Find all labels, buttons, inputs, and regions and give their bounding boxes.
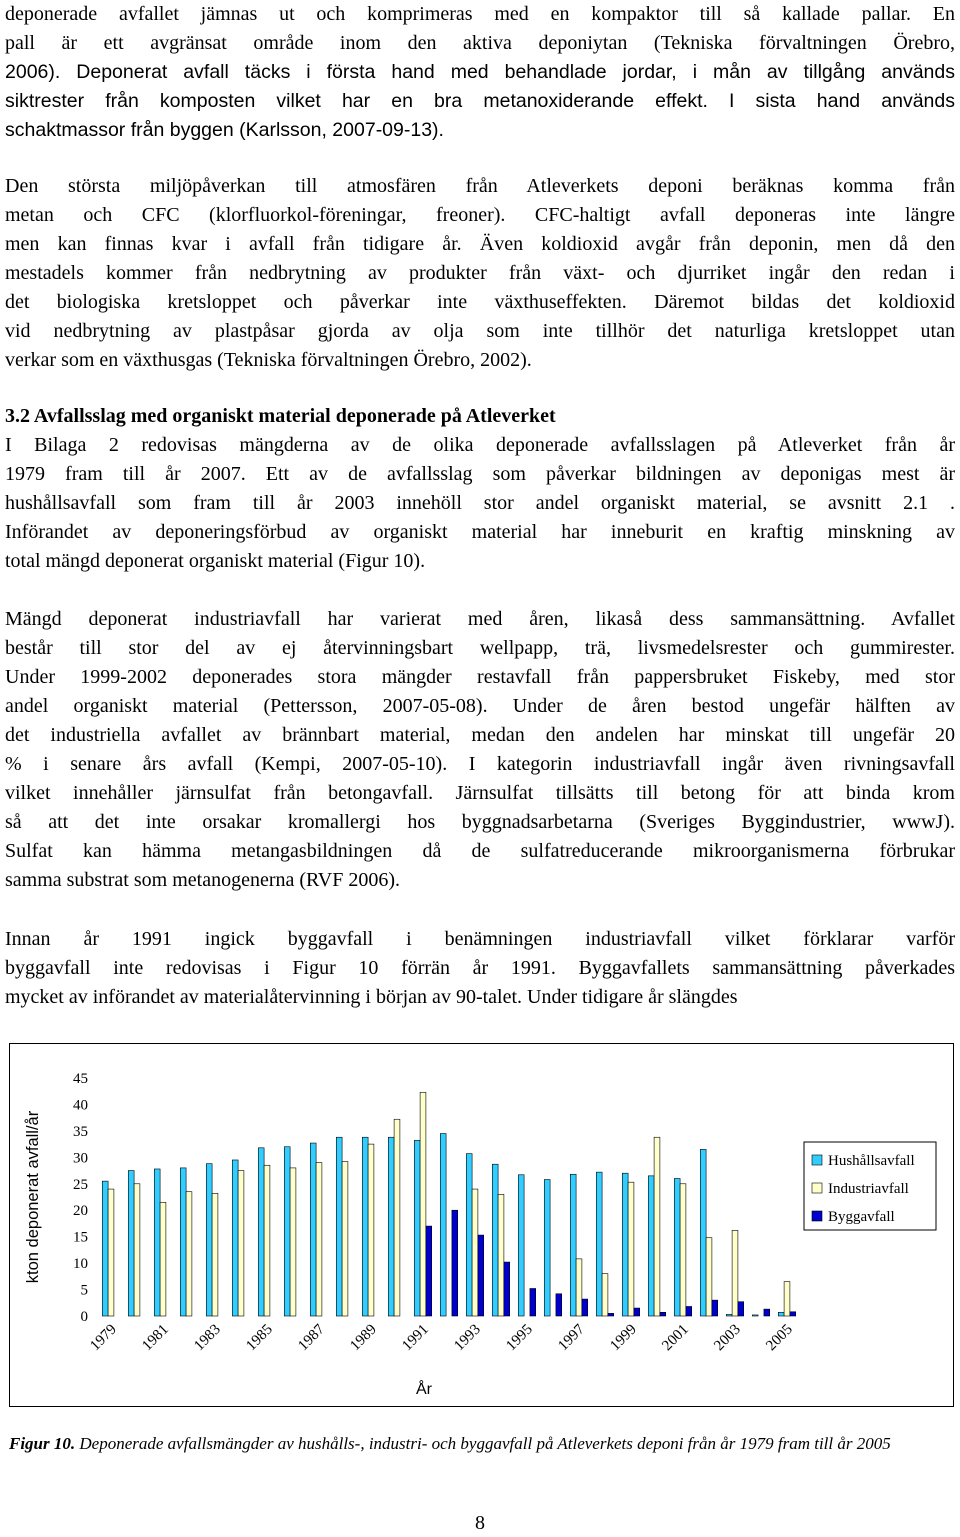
bar-byggavfall-1995 [530, 1288, 536, 1316]
bar-industriavfall-1986 [290, 1168, 296, 1316]
bar-byggavfall-1997 [582, 1299, 588, 1316]
text-line: mestadels kommer från nedbrytning av produkter från växt- och djurriket ingår den redan i [5, 262, 955, 284]
x-tick-label: 2005 [763, 1321, 796, 1355]
text-line: mycket av införandet av materialåtervinning i början av 90-talet. Under tidigare år slängdes [5, 986, 738, 1008]
x-tick-label: 1981 [139, 1321, 172, 1355]
x-tick-label: 1997 [555, 1321, 588, 1355]
x-tick-label: 2003 [711, 1321, 744, 1355]
paragraph-byggavfall [5, 925, 955, 1012]
text-line: pall är ett avgränsat område inom den aktiva deponiytan (Tekniska förvaltningen Örebro, [5, 32, 955, 54]
bar-byggavfall-2005 [790, 1312, 796, 1316]
text-line: består till stor del av ej återvinningsbart wellpapp, trä, livsmedelsrester och gummirester. [5, 637, 955, 659]
x-axis-label: År [416, 1381, 432, 1398]
text-line: så att det inte orsakar kromallergi hos byggnadsarbetarna (Sveriges Byggindustrier, wwwJ). [5, 811, 955, 833]
bar-industriavfall-1988 [342, 1162, 348, 1316]
bar-industriavfall-1982 [186, 1192, 192, 1316]
bar-industriavfall-1985 [264, 1165, 270, 1316]
bar-hushållsavfall-2001 [674, 1178, 680, 1316]
bar-byggavfall-1998 [608, 1313, 614, 1316]
y-tick-label: 5 [80, 1282, 88, 1299]
x-tick-label: 1985 [243, 1321, 276, 1355]
text-line: deponerade avfallet jämnas ut och komprimeras med en kompaktor till så kallade pallar. En [5, 3, 955, 25]
x-tick-label: 1987 [295, 1321, 328, 1355]
bar-hushållsavfall-2002 [700, 1149, 706, 1316]
y-tick-label: 45 [73, 1071, 88, 1087]
text-line: vid nedbrytning av plastpåsar gjorda av olja som inte tillhör det naturliga kretsloppet utan [5, 320, 955, 342]
paragraph-deponi-pallar [5, 0, 955, 145]
bar-hushållsavfall-1992 [440, 1134, 446, 1316]
x-tick-label: 2001 [659, 1321, 692, 1355]
bar-hushållsavfall-1989 [362, 1137, 368, 1316]
bar-hushållsavfall-1991 [414, 1140, 420, 1316]
text-line: samma substrat som metanogenerna (RVF 2006). [5, 869, 400, 891]
text-line: Införandet av deponeringsförbud av organiskt material har inneburit en kraftig minskning av [5, 521, 955, 543]
x-tick-label: 1999 [607, 1321, 640, 1355]
x-tick-label: 1995 [503, 1321, 536, 1355]
bar-industriavfall-1989 [368, 1144, 374, 1316]
page-number: 8 [475, 1512, 485, 1534]
y-tick-label: 0 [80, 1309, 88, 1325]
legend-label-industriavfall: Industriavfall [828, 1181, 909, 1197]
bar-hushållsavfall-1994 [492, 1164, 498, 1316]
bar-byggavfall-2003 [738, 1302, 744, 1316]
text-line: hushållsavfall som fram till år 2003 innehöll stor andel organiskt material, se avsnitt 2.1 . [5, 492, 955, 514]
bar-hushållsavfall-1999 [622, 1173, 628, 1316]
paragraph-industriavfall [5, 605, 955, 895]
bar-hushållsavfall-2003 [726, 1314, 732, 1316]
text-line: Under 1999-2002 deponerades stora mängder restavfall från pappersbruket Fiskeby, med stor [5, 666, 955, 688]
bar-industriavfall-1991 [420, 1092, 426, 1316]
bar-industriavfall-2003 [732, 1230, 738, 1316]
bar-byggavfall-2004 [764, 1309, 770, 1316]
x-tick-label: 1991 [399, 1321, 432, 1355]
bar-industriavfall-2000 [654, 1137, 660, 1316]
legend-swatch-byggavfall [812, 1211, 822, 1221]
x-tick-label: 1989 [347, 1321, 380, 1355]
text-line: siktrester från komposten vilket har en bra metanoxiderande effekt. I sista hand används [5, 90, 955, 112]
text-line: men kan finnas kvar i avfall från tidigare år. Även koldioxid avgår från deponin, men då den [5, 233, 955, 255]
bar-hushållsavfall-1993 [466, 1154, 472, 1316]
bar-industriavfall-1979 [108, 1189, 114, 1316]
x-tick-label: 1983 [191, 1321, 224, 1355]
text-line: total mängd deponerat organiskt material (Figur 10). [5, 550, 426, 572]
text-line: metan och CFC (klorfluorkol-föreningar, freoner). CFC-haltigt avfall deponeras inte längre [5, 204, 955, 226]
bar-byggavfall-2001 [686, 1306, 692, 1316]
bar-hushållsavfall-1987 [310, 1143, 316, 1316]
text-line: schaktmassor från byggen (Karlsson, 2007-09-13). [5, 119, 444, 141]
bar-hushållsavfall-1995 [518, 1175, 524, 1316]
bar-byggavfall-1992 [452, 1210, 458, 1316]
text-line: byggavfall inte redovisas i Figur 10 förrän år 1991. Byggavfallets sammansättning påverkades [5, 957, 955, 979]
bar-hushållsavfall-1983 [206, 1164, 212, 1316]
x-tick-label: 1979 [87, 1321, 120, 1355]
bar-industriavfall-1987 [316, 1163, 322, 1316]
figure-caption [9, 1432, 954, 1456]
section-heading: 3.2 Avfallsslag med organiskt material deponerade på Atleverket [5, 405, 556, 427]
bar-hushållsavfall-2000 [648, 1176, 654, 1316]
bar-industriavfall-2005 [784, 1282, 790, 1316]
legend-swatch-industriavfall [812, 1183, 822, 1193]
legend-swatch-hushållsavfall [812, 1155, 822, 1165]
bar-industriavfall-2001 [680, 1184, 686, 1316]
bar-industriavfall-2002 [706, 1238, 712, 1316]
legend-label-hushållsavfall: Hushållsavfall [828, 1153, 915, 1169]
y-tick-label: 10 [73, 1256, 88, 1273]
y-tick-label: 15 [73, 1229, 88, 1246]
bar-hushållsavfall-1984 [232, 1160, 238, 1316]
text-line: det industriella avfallet av brännbart material, medan den andelen har minskat till ungefär 20 [5, 724, 955, 746]
paragraph-miljopaverkan [5, 172, 955, 375]
x-tick-label: 1993 [451, 1321, 484, 1355]
bar-hushållsavfall-1988 [336, 1137, 342, 1316]
text-line: I Bilaga 2 redovisas mängderna av de olika deponerade avfallsslagen på Atleverket från år [5, 434, 955, 456]
bar-hushållsavfall-2004 [752, 1315, 758, 1316]
caption-label: Figur 10. [9, 1434, 76, 1453]
bar-hushållsavfall-1998 [596, 1172, 602, 1316]
bar-hushållsavfall-1996 [544, 1180, 550, 1316]
text-line: andel organiskt material (Pettersson, 2007-05-08). Under de åren bestod ungefär hälften av [5, 695, 955, 717]
y-tick-label: 40 [73, 1097, 88, 1114]
section-3-2 [5, 402, 955, 576]
bar-hushållsavfall-1985 [258, 1148, 264, 1316]
text-line: Mängd deponerat industriavfall har varierat med åren, likaså dess sammansättning. Avfallet [5, 608, 955, 630]
caption-text: Deponerade avfallsmängder av hushålls-, industri- och byggavfall på Atleverkets deponi från år 1979 fram till år 2005 [75, 1434, 891, 1453]
bar-industriavfall-1999 [628, 1182, 634, 1316]
bar-hushållsavfall-2005 [778, 1312, 784, 1316]
bar-byggavfall-2002 [712, 1300, 718, 1316]
bar-industriavfall-1994 [498, 1194, 504, 1316]
y-tick-label: 30 [73, 1150, 88, 1167]
bar-industriavfall-1981 [160, 1202, 166, 1316]
bar-hushållsavfall-1982 [180, 1168, 186, 1316]
bar-byggavfall-2000 [660, 1312, 666, 1316]
text-line: 1979 fram till år 2007. Ett av de avfallsslag som påverkar bildningen av deponigas mest är [5, 463, 955, 485]
bar-byggavfall-1999 [634, 1308, 640, 1316]
text-line: 2006). Deponerat avfall täcks i första hand med behandlade jordar, i mån av tillgång används [5, 61, 955, 83]
bar-byggavfall-1993 [478, 1235, 484, 1316]
bar-byggavfall-1996 [556, 1294, 562, 1316]
bar-hushållsavfall-1981 [154, 1169, 160, 1316]
text-line: verkar som en växthusgas (Tekniska förvaltningen Örebro, 2002). [5, 349, 532, 371]
text-line: Den största miljöpåverkan till atmosfären från Atleverkets deponi beräknas komma från [5, 175, 955, 197]
bar-industriavfall-1983 [212, 1193, 218, 1316]
y-axis-label: kton deponerat avfall/år [24, 1110, 42, 1284]
bar-hushållsavfall-1990 [388, 1137, 394, 1316]
y-tick-label: 25 [73, 1176, 88, 1193]
text-line: vilket innehåller järnsulfat från betongavfall. Järnsulfat tillsätts till betong för att binda krom [5, 782, 955, 804]
bar-hushållsavfall-1997 [570, 1174, 576, 1316]
bar-industriavfall-1997 [576, 1259, 582, 1316]
figure-10-chart [9, 1043, 954, 1407]
y-tick-label: 20 [73, 1203, 88, 1220]
bar-industriavfall-1998 [602, 1274, 608, 1316]
bar-industriavfall-1990 [394, 1119, 400, 1316]
bar-byggavfall-1991 [426, 1226, 432, 1316]
bar-chart [10, 1044, 953, 1406]
text-line: Innan år 1991 ingick byggavfall i benämningen industriavfall vilket förklarar varför [5, 928, 955, 950]
bar-hushållsavfall-1980 [128, 1171, 134, 1316]
text-line: % i senare års avfall (Kempi, 2007-05-10). I kategorin industriavfall ingår även rivningsavfall [5, 753, 955, 775]
y-tick-label: 35 [73, 1123, 88, 1140]
legend-label-byggavfall: Byggavfall [828, 1209, 895, 1225]
bar-hushållsavfall-1979 [102, 1181, 108, 1316]
bar-industriavfall-1984 [238, 1171, 244, 1316]
text-line: det biologiska kretsloppet och påverkar inte växthuseffekten. Däremot bildas det koldioxid [5, 291, 955, 313]
bar-industriavfall-1993 [472, 1189, 478, 1316]
bar-hushållsavfall-1986 [284, 1147, 290, 1316]
bar-byggavfall-1994 [504, 1262, 510, 1316]
text-line: Sulfat kan hämma metangasbildningen då de sulfatreducerande mikroorganismerna förbrukar [5, 840, 955, 862]
bar-industriavfall-1980 [134, 1184, 140, 1316]
